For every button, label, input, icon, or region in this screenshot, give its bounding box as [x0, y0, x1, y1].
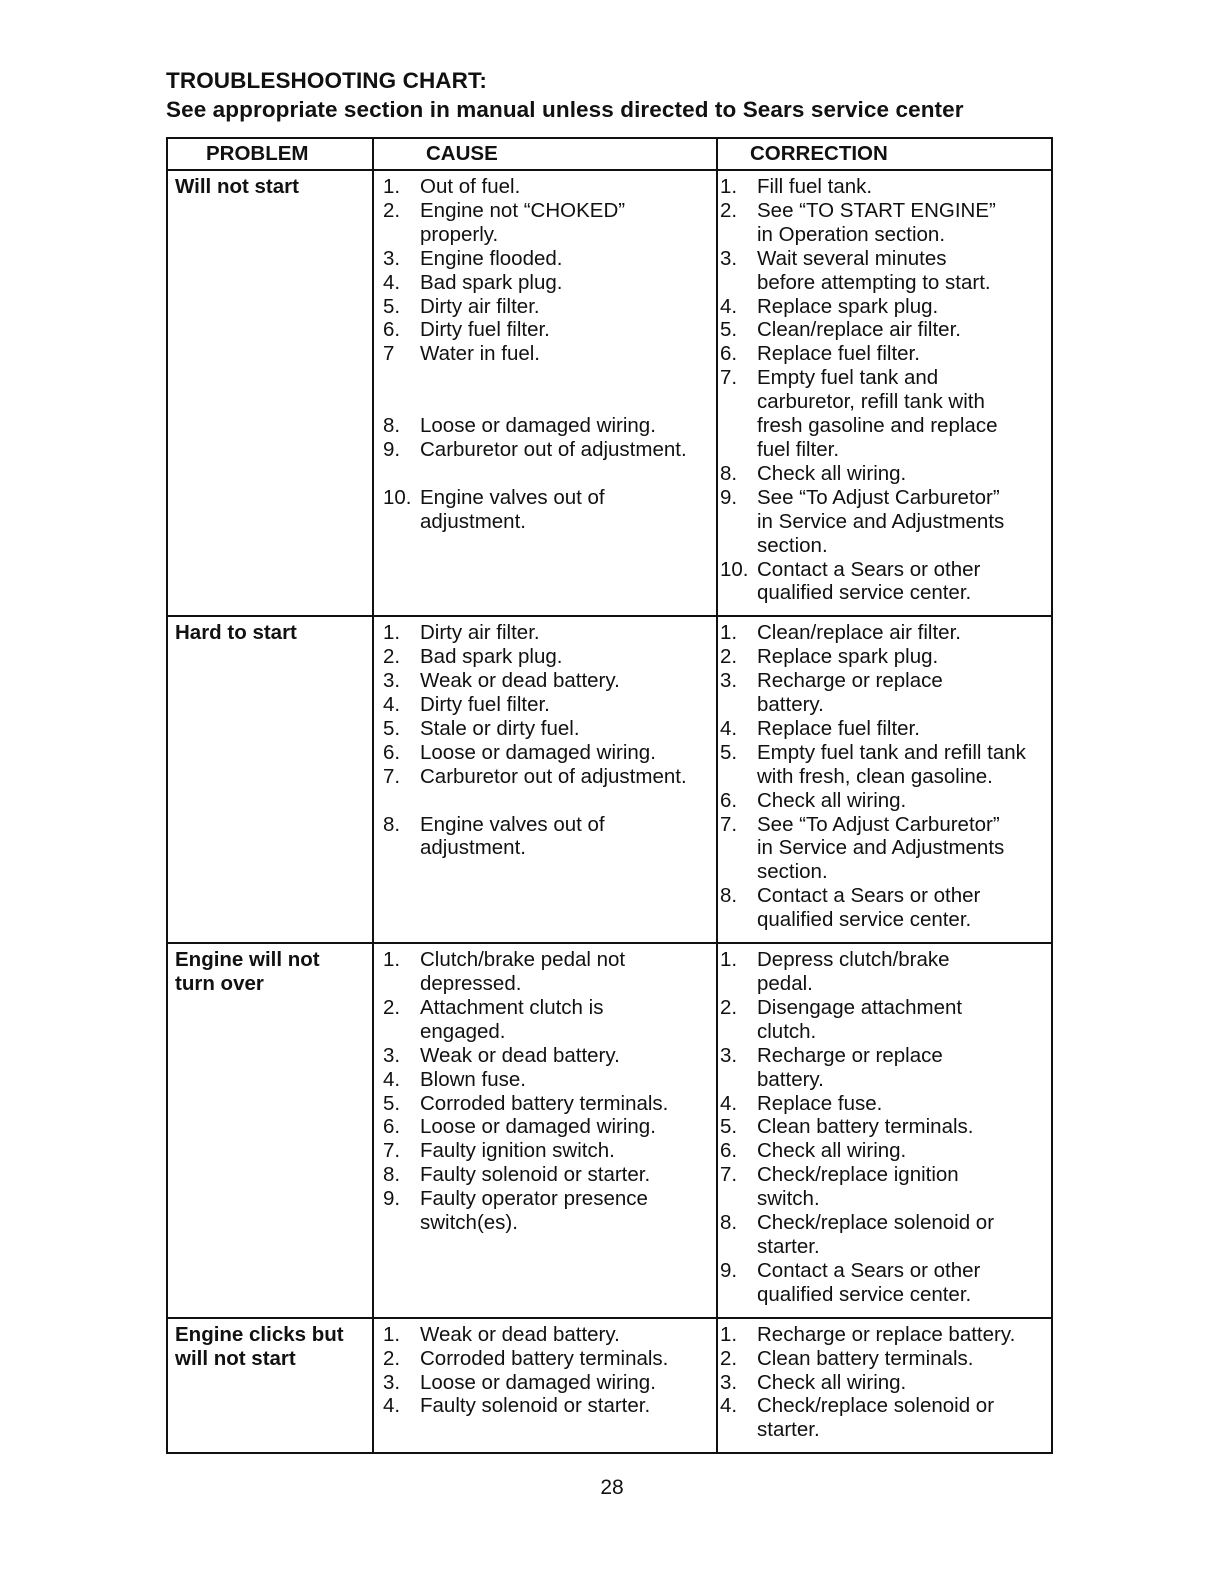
problem-cell: [167, 616, 373, 943]
correction-item: [720, 789, 1051, 813]
cause-item: [383, 717, 716, 741]
cause-item: [383, 1044, 716, 1068]
correction-item: [720, 1139, 1051, 1163]
cause-item: [383, 621, 716, 645]
item-text: Attachment clutch is engaged.: [420, 995, 604, 1043]
item-text: Clean battery terminals.: [757, 1346, 974, 1370]
item-number: 1.: [720, 1322, 738, 1346]
cause-item: [383, 1394, 716, 1418]
item-text: Loose or damaged wiring.: [420, 1370, 656, 1394]
item-number: 4.: [383, 1067, 401, 1091]
cause-item: [383, 414, 716, 438]
cause-item: [383, 1371, 716, 1395]
table-row: [167, 1318, 1052, 1454]
cause-item: [383, 438, 716, 486]
cause-item: [383, 1115, 716, 1139]
item-number: 4.: [720, 1394, 738, 1418]
item-text: Check all wiring.: [757, 1139, 907, 1163]
item-number: 6.: [720, 342, 738, 366]
cause-item: [383, 741, 716, 765]
item-text: Empty fuel tank and carburetor, refill tank with fresh gasoline and replace fuel filter.: [757, 366, 998, 461]
item-text: Faulty solenoid or starter.: [420, 1163, 651, 1187]
item-number: 2.: [720, 198, 738, 222]
item-number: 1.: [720, 175, 738, 198]
item-number: 3.: [720, 1370, 738, 1394]
correction-item: [720, 1211, 1051, 1259]
correction-item: [720, 486, 1051, 558]
cause-item: [383, 1323, 716, 1347]
cause-item: [383, 175, 716, 199]
chart-title: TROUBLESHOOTING CHART:: [166, 68, 487, 93]
item-text: Replace spark plug.: [757, 645, 939, 669]
chart-subtitle: See appropriate section in manual unless directed to Sears service center: [166, 97, 964, 122]
item-text: Clean/replace air filter.: [757, 318, 961, 342]
cause-item: [383, 247, 716, 271]
correction-item: [720, 1259, 1051, 1307]
header-row: [167, 138, 1052, 170]
item-text: Blown fuse.: [420, 1067, 526, 1091]
item-number: 8.: [383, 414, 401, 438]
cause-item: [383, 813, 716, 861]
item-text: Dirty fuel filter.: [420, 693, 550, 717]
cause-item: [383, 1068, 716, 1092]
item-number: 10.: [383, 485, 412, 509]
item-number: 7.: [720, 812, 738, 836]
item-text: Contact a Sears or other qualified service center.: [757, 884, 981, 932]
item-text: Water in fuel.: [420, 342, 541, 366]
correction-item: [720, 669, 1051, 717]
item-text: Out of fuel.: [420, 175, 521, 198]
correction-item: [720, 996, 1051, 1044]
correction-item: [720, 1092, 1051, 1116]
item-text: Clean battery terminals.: [757, 1115, 974, 1139]
item-number: 7.: [383, 764, 401, 788]
correction-item: [720, 295, 1051, 319]
item-text: Check/replace solenoid or starter.: [757, 1394, 995, 1442]
correction-item: [720, 558, 1051, 606]
item-number: 3.: [383, 669, 401, 693]
item-text: Weak or dead battery.: [420, 669, 620, 693]
item-text: Bad spark plug.: [420, 270, 563, 294]
page-number: 28: [600, 1476, 624, 1499]
item-number: 5.: [383, 294, 401, 318]
item-number: 6.: [720, 788, 738, 812]
item-number: 6.: [383, 1115, 401, 1139]
item-number: 4.: [720, 294, 738, 318]
item-number: 8.: [383, 1163, 401, 1187]
cause-item: [383, 295, 716, 319]
correction-item: [720, 175, 1051, 199]
item-text: Dirty air filter.: [420, 294, 540, 318]
item-text: Check all wiring.: [757, 788, 907, 812]
item-text: Wait several minutes before attempting to start.: [757, 246, 991, 294]
item-number: 8.: [720, 461, 738, 485]
cause-cell: [373, 1318, 717, 1454]
item-number: 7.: [720, 1163, 738, 1187]
item-text: Contact a Sears or other qualified service center.: [757, 1258, 981, 1306]
item-text: Check all wiring.: [757, 461, 907, 485]
item-number: 3.: [383, 1043, 401, 1067]
cause-item: [383, 669, 716, 693]
cause-item: [383, 1163, 716, 1187]
item-number: 10.: [720, 557, 749, 581]
item-text: Clutch/brake pedal not depressed.: [420, 948, 626, 995]
item-number: 1.: [383, 1322, 401, 1346]
item-text: Loose or damaged wiring.: [420, 414, 656, 438]
item-number: 8.: [720, 884, 738, 908]
correction-item: [720, 1115, 1051, 1139]
item-number: 2.: [720, 995, 738, 1019]
correction-item: [720, 1163, 1051, 1211]
item-text: Replace spark plug.: [757, 294, 939, 318]
item-text: See “To Adjust Carburetor” in Service and Adjustments section.: [757, 812, 1005, 884]
item-number: 5.: [720, 318, 738, 342]
item-number: 4.: [720, 716, 738, 740]
cause-item: [383, 1092, 716, 1116]
table-row: [167, 943, 1052, 1318]
table-body: [167, 170, 1052, 1453]
correction-item: [720, 342, 1051, 366]
item-number: 9.: [720, 1258, 738, 1282]
item-number: 4.: [720, 1091, 738, 1115]
problem-cell: [167, 943, 373, 1318]
item-number: 9.: [383, 437, 401, 461]
item-text: Weak or dead battery.: [420, 1322, 620, 1346]
item-number: 7.: [720, 366, 738, 390]
item-number: 9.: [383, 1187, 401, 1211]
correction-cell: [717, 616, 1052, 943]
item-text: Engine not “CHOKED” properly.: [420, 198, 626, 246]
correction-item: [720, 1347, 1051, 1371]
item-number: 7.: [383, 1139, 401, 1163]
correction-cell: [717, 170, 1052, 616]
item-text: Replace fuse.: [757, 1091, 883, 1115]
item-text: See “To Adjust Carburetor” in Service and Adjustments section.: [757, 485, 1005, 557]
correction-item: [720, 645, 1051, 669]
cause-cell: [373, 616, 717, 943]
item-number: 8.: [383, 812, 401, 836]
column-header-cause: CAUSE: [373, 138, 717, 170]
item-number: 4.: [383, 1394, 401, 1418]
correction-item: [720, 247, 1051, 295]
cause-item: [383, 645, 716, 669]
correction-item: [720, 1044, 1051, 1092]
table-row: [167, 616, 1052, 943]
item-text: Carburetor out of adjustment.: [420, 437, 687, 461]
cause-item: [383, 318, 716, 342]
item-text: Check/replace ignition switch.: [757, 1163, 959, 1211]
correction-item: [720, 199, 1051, 247]
item-text: Corroded battery terminals.: [420, 1346, 669, 1370]
item-number: 2.: [383, 1346, 401, 1370]
correction-item: [720, 366, 1051, 462]
problem-text: Engine will not turn over: [175, 948, 320, 995]
item-text: Faulty solenoid or starter.: [420, 1394, 651, 1418]
item-number: 1.: [383, 175, 401, 198]
item-number: 2.: [383, 198, 401, 222]
item-text: Stale or dirty fuel.: [420, 716, 580, 740]
cause-item: [383, 1139, 716, 1163]
cause-item: [383, 1347, 716, 1371]
correction-item: [720, 948, 1051, 996]
item-text: See “TO START ENGINE” in Operation section.: [757, 198, 996, 246]
correction-item: [720, 741, 1051, 789]
troubleshooting-table: [166, 137, 1053, 1454]
cause-item: [383, 996, 716, 1044]
item-number: 3.: [383, 246, 401, 270]
correction-item: [720, 621, 1051, 645]
item-text: Bad spark plug.: [420, 645, 563, 669]
item-text: Engine valves out of adjustment.: [420, 812, 605, 860]
item-text: Clean/replace air filter.: [757, 621, 961, 645]
item-text: Check all wiring.: [757, 1370, 907, 1394]
correction-cell: [717, 1318, 1052, 1454]
problem-cell: [167, 170, 373, 616]
problem-text: Hard to start: [175, 621, 297, 645]
problem-cell: [167, 1318, 373, 1454]
item-text: Recharge or replace battery.: [757, 669, 943, 717]
item-number: 6.: [720, 1139, 738, 1163]
item-text: Recharge or replace battery.: [757, 1043, 943, 1091]
item-number: 3.: [720, 1043, 738, 1067]
item-text: Check/replace solenoid or starter.: [757, 1211, 995, 1258]
item-text: Contact a Sears or other qualified service center.: [757, 557, 981, 605]
item-text: Faulty ignition switch.: [420, 1139, 615, 1163]
item-number: 7: [383, 342, 395, 366]
cause-item: [383, 765, 716, 813]
item-number: 5.: [383, 1091, 401, 1115]
item-number: 4.: [383, 270, 401, 294]
cause-item: [383, 199, 716, 247]
item-number: 1.: [383, 948, 401, 972]
item-text: Replace fuel filter.: [757, 342, 920, 366]
item-text: Carburetor out of adjustment.: [420, 764, 687, 788]
item-number: 2.: [383, 995, 401, 1019]
item-number: 5.: [720, 1115, 738, 1139]
correction-item: [720, 1394, 1051, 1442]
item-number: 6.: [383, 318, 401, 342]
item-number: 1.: [720, 621, 738, 645]
item-text: Corroded battery terminals.: [420, 1091, 669, 1115]
item-number: 2.: [383, 645, 401, 669]
item-text: Faulty operator presence switch(es).: [420, 1187, 648, 1235]
item-text: Depress clutch/brake pedal.: [757, 948, 950, 995]
item-number: 6.: [383, 740, 401, 764]
item-text: Weak or dead battery.: [420, 1043, 620, 1067]
item-number: 3.: [720, 669, 738, 693]
cause-item: [383, 693, 716, 717]
item-number: 1.: [383, 621, 401, 645]
correction-cell: [717, 943, 1052, 1318]
item-text: Replace fuel filter.: [757, 716, 920, 740]
correction-item: [720, 813, 1051, 885]
cause-cell: [373, 943, 717, 1318]
item-text: Disengage attachment clutch.: [757, 995, 963, 1043]
item-number: 3.: [720, 246, 738, 270]
item-text: Dirty fuel filter.: [420, 318, 550, 342]
correction-item: [720, 318, 1051, 342]
cause-item: [383, 271, 716, 295]
item-number: 5.: [720, 740, 738, 764]
item-text: Recharge or replace battery.: [757, 1322, 1016, 1346]
item-number: 9.: [720, 485, 738, 509]
cause-cell: [373, 170, 717, 616]
cause-item: [383, 342, 716, 414]
item-number: 4.: [383, 693, 401, 717]
item-number: 5.: [383, 716, 401, 740]
correction-item: [720, 884, 1051, 932]
item-number: 1.: [720, 948, 738, 972]
correction-item: [720, 1323, 1051, 1347]
item-number: 8.: [720, 1211, 738, 1235]
item-number: 2.: [720, 645, 738, 669]
item-text: Loose or damaged wiring.: [420, 1115, 656, 1139]
item-text: Engine valves out of adjustment.: [420, 485, 605, 533]
cause-item: [383, 948, 716, 996]
item-text: Engine flooded.: [420, 246, 563, 270]
cause-item: [383, 486, 716, 534]
item-text: Empty fuel tank and refill tank with fresh, clean gasoline.: [757, 740, 1026, 788]
problem-text: Engine clicks but will not start: [175, 1322, 344, 1370]
column-header-correction: CORRECTION: [717, 138, 1052, 170]
item-number: 3.: [383, 1370, 401, 1394]
column-header-problem: PROBLEM: [167, 138, 373, 170]
correction-item: [720, 462, 1051, 486]
item-number: 2.: [720, 1346, 738, 1370]
problem-text: Will not start: [175, 175, 299, 198]
item-text: Fill fuel tank.: [757, 175, 873, 198]
item-text: Loose or damaged wiring.: [420, 740, 656, 764]
item-text: Dirty air filter.: [420, 621, 540, 645]
correction-item: [720, 717, 1051, 741]
table-row: [167, 170, 1052, 616]
cause-item: [383, 1187, 716, 1235]
correction-item: [720, 1371, 1051, 1395]
